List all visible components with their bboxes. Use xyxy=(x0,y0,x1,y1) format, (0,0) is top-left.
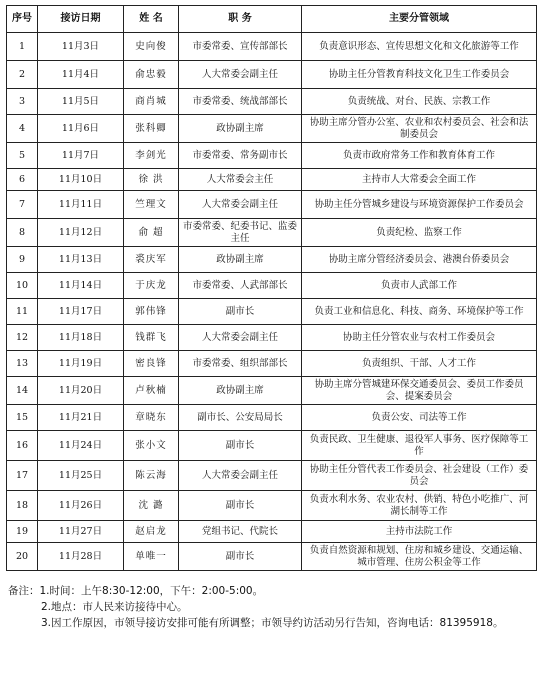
row-no: 17 xyxy=(7,461,38,491)
row-name: 于庆龙 xyxy=(124,273,179,299)
row-no: 6 xyxy=(7,169,38,191)
reception-schedule-table xyxy=(6,5,537,571)
row-area: 负责工业和信息化、科技、商务、环境保护等工作 xyxy=(302,299,537,325)
row-position: 党组书记、代院长 xyxy=(179,521,302,543)
table-row xyxy=(7,405,537,431)
row-date: 11月20日 xyxy=(38,377,124,405)
row-position: 人大常委会副主任 xyxy=(179,191,302,219)
row-date: 11月14日 xyxy=(38,273,124,299)
row-date: 11月21日 xyxy=(38,405,124,431)
row-area: 协助主任分管代表工作委员会、社会建设（工作）委员会 xyxy=(302,461,537,491)
row-no: 15 xyxy=(7,405,38,431)
note-adjustment: 3.因工作原因，市领导接访安排可能有所调整；市领导约访活动另行告知，咨询电话：81395918。 xyxy=(41,617,504,629)
row-area: 主持市法院工作 xyxy=(302,521,537,543)
row-name: 赵启龙 xyxy=(124,521,179,543)
row-name: 俞忠毅 xyxy=(124,61,179,89)
table-row xyxy=(7,461,537,491)
table-row xyxy=(7,61,537,89)
row-position: 市委常委、纪委书记、监委主任 xyxy=(179,219,302,247)
row-no: 11 xyxy=(7,299,38,325)
row-position: 市委常委、常务副市长 xyxy=(179,143,302,169)
row-no: 16 xyxy=(7,431,38,461)
row-area: 负责市政府常务工作和教育体育工作 xyxy=(302,143,537,169)
row-area: 负责自然资源和规划、住房和城乡建设、交通运输、城市管理、住房公积金等工作 xyxy=(302,543,537,571)
row-position: 政协副主席 xyxy=(179,247,302,273)
row-area: 协助主任分管教育科技文化卫生工作委员会 xyxy=(302,61,537,89)
row-no: 14 xyxy=(7,377,38,405)
row-no: 19 xyxy=(7,521,38,543)
row-no: 1 xyxy=(7,33,38,61)
row-no: 3 xyxy=(7,89,38,115)
row-position: 市委常委、组织部部长 xyxy=(179,351,302,377)
row-name: 沈 潞 xyxy=(124,491,179,521)
row-name: 李剑光 xyxy=(124,143,179,169)
row-date: 11月25日 xyxy=(38,461,124,491)
note-time: 备注：1.时间：上午8:30-12:00，下午：2:00-5:00。 xyxy=(8,585,264,597)
row-name: 密良锋 xyxy=(124,351,179,377)
row-area: 协助主席分管办公室、农业和农村委员会、社会和法制委员会 xyxy=(302,115,537,143)
row-area: 负责组织、干部、人才工作 xyxy=(302,351,537,377)
header-area: 主要分管领域 xyxy=(302,6,537,33)
row-date: 11月19日 xyxy=(38,351,124,377)
row-date: 11月7日 xyxy=(38,143,124,169)
row-name: 商肖城 xyxy=(124,89,179,115)
row-position: 政协副主席 xyxy=(179,377,302,405)
row-name: 卢秋楠 xyxy=(124,377,179,405)
row-name: 竺理文 xyxy=(124,191,179,219)
row-date: 11月6日 xyxy=(38,115,124,143)
row-position: 人大常委会副主任 xyxy=(179,61,302,89)
row-name: 张科卿 xyxy=(124,115,179,143)
row-name: 陈云海 xyxy=(124,461,179,491)
row-name: 章晓东 xyxy=(124,405,179,431)
table-row xyxy=(7,143,537,169)
notes xyxy=(8,583,534,631)
row-position: 人大常委会副主任 xyxy=(179,461,302,491)
row-no: 2 xyxy=(7,61,38,89)
row-no: 7 xyxy=(7,191,38,219)
row-date: 11月10日 xyxy=(38,169,124,191)
row-no: 8 xyxy=(7,219,38,247)
row-no: 13 xyxy=(7,351,38,377)
row-area: 负责纪检、监察工作 xyxy=(302,219,537,247)
table-row xyxy=(7,191,537,219)
row-position: 副市长 xyxy=(179,543,302,571)
header-name: 姓 名 xyxy=(124,6,179,33)
row-no: 12 xyxy=(7,325,38,351)
row-position: 人大常委会主任 xyxy=(179,169,302,191)
row-no: 5 xyxy=(7,143,38,169)
table-row xyxy=(7,299,537,325)
table-row xyxy=(7,325,537,351)
table-row xyxy=(7,431,537,461)
row-name: 郭伟锋 xyxy=(124,299,179,325)
header-no: 序号 xyxy=(7,6,38,33)
row-area: 协助主任分管城乡建设与环境资源保护工作委员会 xyxy=(302,191,537,219)
row-date: 11月13日 xyxy=(38,247,124,273)
row-area: 负责公安、司法等工作 xyxy=(302,405,537,431)
row-no: 20 xyxy=(7,543,38,571)
row-no: 18 xyxy=(7,491,38,521)
row-name: 俞 超 xyxy=(124,219,179,247)
row-no: 4 xyxy=(7,115,38,143)
header-position: 职 务 xyxy=(179,6,302,33)
row-area: 负责民政、卫生健康、退役军人事务、医疗保障等工作 xyxy=(302,431,537,461)
row-position: 副市长 xyxy=(179,491,302,521)
row-position: 市委常委、人武部部长 xyxy=(179,273,302,299)
row-date: 11月18日 xyxy=(38,325,124,351)
table-row xyxy=(7,247,537,273)
table-row xyxy=(7,89,537,115)
row-area: 协助主席分管经济委员会、港澳台侨委员会 xyxy=(302,247,537,273)
row-area: 负责市人武部工作 xyxy=(302,273,537,299)
row-name: 裘庆军 xyxy=(124,247,179,273)
row-date: 11月3日 xyxy=(38,33,124,61)
table-row xyxy=(7,543,537,571)
row-date: 11月27日 xyxy=(38,521,124,543)
row-area: 负责意识形态、宣传思想文化和文化旅游等工作 xyxy=(302,33,537,61)
row-area: 负责水利水务、农业农村、供销、特色小吃推广、河湖长制等工作 xyxy=(302,491,537,521)
row-position: 市委常委、统战部部长 xyxy=(179,89,302,115)
table-row xyxy=(7,491,537,521)
row-name: 史向俊 xyxy=(124,33,179,61)
table-row xyxy=(7,351,537,377)
row-date: 11月17日 xyxy=(38,299,124,325)
row-area: 负责统战、对台、民族、宗教工作 xyxy=(302,89,537,115)
row-name: 徐 洪 xyxy=(124,169,179,191)
row-area: 协助主席分管城建环保交通委员会、委员工作委员会、提案委员会 xyxy=(302,377,537,405)
row-position: 政协副主席 xyxy=(179,115,302,143)
table-row xyxy=(7,219,537,247)
note-location: 2.地点：市人民来访接待中心。 xyxy=(41,601,188,613)
header-date: 接访日期 xyxy=(38,6,124,33)
row-no: 9 xyxy=(7,247,38,273)
table-row xyxy=(7,273,537,299)
table-row xyxy=(7,377,537,405)
row-date: 11月12日 xyxy=(38,219,124,247)
row-date: 11月4日 xyxy=(38,61,124,89)
row-position: 副市长、公安局局长 xyxy=(179,405,302,431)
row-position: 副市长 xyxy=(179,299,302,325)
row-date: 11月11日 xyxy=(38,191,124,219)
row-date: 11月28日 xyxy=(38,543,124,571)
row-name: 单唯一 xyxy=(124,543,179,571)
table-row xyxy=(7,521,537,543)
row-area: 协助主任分管农业与农村工作委员会 xyxy=(302,325,537,351)
row-no: 10 xyxy=(7,273,38,299)
row-position: 副市长 xyxy=(179,431,302,461)
table-body xyxy=(7,33,537,571)
table-row xyxy=(7,115,537,143)
row-date: 11月5日 xyxy=(38,89,124,115)
row-position: 人大常委会副主任 xyxy=(179,325,302,351)
row-name: 张小文 xyxy=(124,431,179,461)
row-area: 主持市人大常委会全面工作 xyxy=(302,169,537,191)
row-name: 钱群飞 xyxy=(124,325,179,351)
table-row xyxy=(7,169,537,191)
table-row xyxy=(7,33,537,61)
table-header-row xyxy=(7,6,537,33)
row-date: 11月26日 xyxy=(38,491,124,521)
row-position: 市委常委、宣传部部长 xyxy=(179,33,302,61)
row-date: 11月24日 xyxy=(38,431,124,461)
